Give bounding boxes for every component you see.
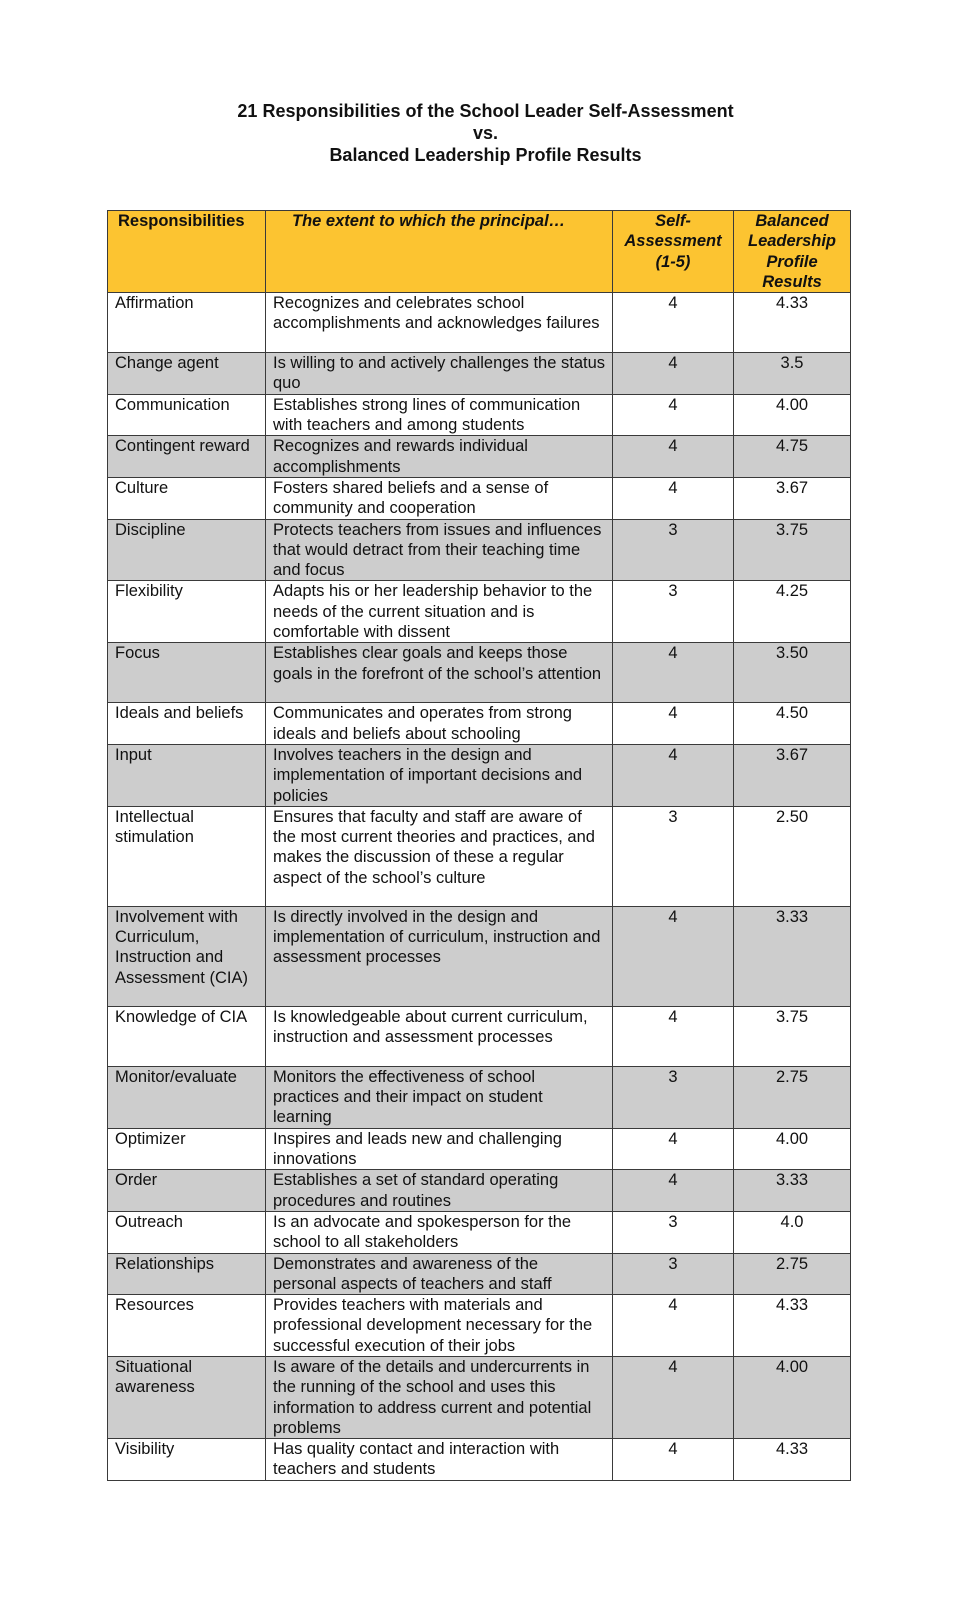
self-assessment-cell: 3 — [613, 806, 734, 906]
profile-result-cell: 3.75 — [734, 519, 851, 581]
responsibilities-table — [107, 210, 851, 1481]
table-body — [108, 293, 851, 1481]
responsibility-cell: Visibility — [108, 1439, 266, 1481]
table-row — [108, 1253, 851, 1295]
description-cell: Is an advocate and spokesperson for the school to all stakeholders — [266, 1211, 613, 1253]
responsibility-cell: Culture — [108, 477, 266, 519]
table-header-row — [108, 211, 851, 293]
table-row — [108, 293, 851, 353]
description-cell: Is willing to and actively challenges the status quo — [266, 353, 613, 395]
profile-result-cell: 4.00 — [734, 1356, 851, 1438]
profile-result-cell: 4.00 — [734, 1128, 851, 1170]
self-assessment-cell: 4 — [613, 293, 734, 353]
self-assessment-cell: 4 — [613, 353, 734, 395]
responsibility-cell: Intellectual stimulation — [108, 806, 266, 906]
header-balanced-leadership-profile: Balanced Leadership Profile Results — [734, 211, 851, 293]
profile-result-cell: 2.50 — [734, 806, 851, 906]
description-cell: Establishes clear goals and keeps those goals in the forefront of the school’s attention — [266, 643, 613, 703]
self-assessment-cell: 4 — [613, 1356, 734, 1438]
description-cell: Monitors the effectiveness of school practices and their impact on student learning — [266, 1066, 613, 1128]
responsibility-cell: Contingent reward — [108, 436, 266, 478]
self-assessment-cell: 3 — [613, 581, 734, 643]
responsibility-cell: Monitor/evaluate — [108, 1066, 266, 1128]
responsibility-cell: Input — [108, 744, 266, 806]
description-cell: Fosters shared beliefs and a sense of community and cooperation — [266, 477, 613, 519]
responsibility-cell: Ideals and beliefs — [108, 703, 266, 745]
responsibility-cell: Optimizer — [108, 1128, 266, 1170]
self-assessment-cell: 4 — [613, 643, 734, 703]
responsibility-cell: Resources — [108, 1295, 266, 1357]
profile-result-cell: 3.33 — [734, 906, 851, 1006]
description-cell: Has quality contact and interaction with teachers and students — [266, 1439, 613, 1481]
table-row — [108, 1211, 851, 1253]
description-cell: Is aware of the details and undercurrents in the running of the school and uses this information to address current and potential problems — [266, 1356, 613, 1438]
table-row — [108, 1128, 851, 1170]
title-line-2: vs. — [472, 123, 499, 143]
table-row — [108, 477, 851, 519]
table-row — [108, 1006, 851, 1066]
description-cell: Provides teachers with materials and professional development necessary for the successful execution of their jobs — [266, 1295, 613, 1357]
table-row — [108, 906, 851, 1006]
title-line-3: Balanced Leadership Profile Results — [329, 145, 642, 165]
self-assessment-cell: 3 — [613, 519, 734, 581]
profile-result-cell: 3.5 — [734, 353, 851, 395]
self-assessment-cell: 4 — [613, 1006, 734, 1066]
profile-result-cell: 3.50 — [734, 643, 851, 703]
description-cell: Establishes a set of standard operating procedures and routines — [266, 1170, 613, 1212]
table-row — [108, 1439, 851, 1481]
table-row — [108, 353, 851, 395]
description-cell: Involves teachers in the design and implementation of important decisions and policies — [266, 744, 613, 806]
table-row — [108, 1356, 851, 1438]
responsibility-cell: Knowledge of CIA — [108, 1006, 266, 1066]
table-row — [108, 806, 851, 906]
profile-result-cell: 4.75 — [734, 436, 851, 478]
description-cell: Ensures that faculty and staff are aware of the most current theories and practices, and makes the discussion of these a regular aspect of the school’s culture — [266, 806, 613, 906]
self-assessment-cell: 4 — [613, 744, 734, 806]
responsibility-cell: Order — [108, 1170, 266, 1212]
profile-result-cell: 2.75 — [734, 1253, 851, 1295]
self-assessment-cell: 4 — [613, 477, 734, 519]
description-cell: Demonstrates and awareness of the personal aspects of teachers and staff — [266, 1253, 613, 1295]
responsibility-cell: Affirmation — [108, 293, 266, 353]
table-row — [108, 643, 851, 703]
table-row — [108, 1066, 851, 1128]
header-responsibilities: Responsibilities — [108, 211, 266, 293]
description-cell: Inspires and leads new and challenging innovations — [266, 1128, 613, 1170]
description-cell: Establishes strong lines of communication with teachers and among students — [266, 394, 613, 436]
self-assessment-cell: 4 — [613, 1439, 734, 1481]
responsibility-cell: Discipline — [108, 519, 266, 581]
profile-result-cell: 4.33 — [734, 1439, 851, 1481]
page-title — [0, 100, 971, 166]
self-assessment-cell: 4 — [613, 703, 734, 745]
table-row — [108, 581, 851, 643]
profile-result-cell: 4.00 — [734, 394, 851, 436]
self-assessment-cell: 3 — [613, 1066, 734, 1128]
profile-result-cell: 4.50 — [734, 703, 851, 745]
profile-result-cell: 4.33 — [734, 293, 851, 353]
profile-result-cell: 3.67 — [734, 477, 851, 519]
description-cell: Is directly involved in the design and implementation of curriculum, instruction and assessment processes — [266, 906, 613, 1006]
self-assessment-cell: 4 — [613, 436, 734, 478]
responsibility-cell: Communication — [108, 394, 266, 436]
self-assessment-cell: 4 — [613, 1170, 734, 1212]
self-assessment-cell: 4 — [613, 1128, 734, 1170]
self-assessment-cell: 3 — [613, 1253, 734, 1295]
table-row — [108, 394, 851, 436]
header-extent: The extent to which the principal… — [266, 211, 613, 293]
profile-result-cell: 4.33 — [734, 1295, 851, 1357]
profile-result-cell: 4.0 — [734, 1211, 851, 1253]
description-cell: Communicates and operates from strong ideals and beliefs about schooling — [266, 703, 613, 745]
description-cell: Protects teachers from issues and influences that would detract from their teaching time and focus — [266, 519, 613, 581]
responsibility-cell: Outreach — [108, 1211, 266, 1253]
table-row — [108, 436, 851, 478]
responsibility-cell: Situational awareness — [108, 1356, 266, 1438]
description-cell: Recognizes and celebrates school accomplishments and acknowledges failures — [266, 293, 613, 353]
responsibility-cell: Change agent — [108, 353, 266, 395]
profile-result-cell: 3.75 — [734, 1006, 851, 1066]
profile-result-cell: 4.25 — [734, 581, 851, 643]
description-cell: Adapts his or her leadership behavior to the needs of the current situation and is comfortable with dissent — [266, 581, 613, 643]
self-assessment-cell: 4 — [613, 1295, 734, 1357]
self-assessment-cell: 4 — [613, 394, 734, 436]
responsibility-cell: Focus — [108, 643, 266, 703]
table-row — [108, 1295, 851, 1357]
title-line-1: 21 Responsibilities of the School Leader Self-Assessment — [237, 101, 734, 121]
responsibility-cell: Involvement with Curriculum, Instruction and Assessment (CIA) — [108, 906, 266, 1006]
table-row — [108, 1170, 851, 1212]
self-assessment-cell: 4 — [613, 906, 734, 1006]
description-cell: Recognizes and rewards individual accomplishments — [266, 436, 613, 478]
profile-result-cell: 3.33 — [734, 1170, 851, 1212]
table-row — [108, 744, 851, 806]
profile-result-cell: 3.67 — [734, 744, 851, 806]
table-row — [108, 519, 851, 581]
responsibility-cell: Flexibility — [108, 581, 266, 643]
profile-result-cell: 2.75 — [734, 1066, 851, 1128]
responsibility-cell: Relationships — [108, 1253, 266, 1295]
description-cell: Is knowledgeable about current curriculum, instruction and assessment processes — [266, 1006, 613, 1066]
header-self-assessment: Self-Assessment (1-5) — [613, 211, 734, 293]
table-row — [108, 703, 851, 745]
self-assessment-cell: 3 — [613, 1211, 734, 1253]
